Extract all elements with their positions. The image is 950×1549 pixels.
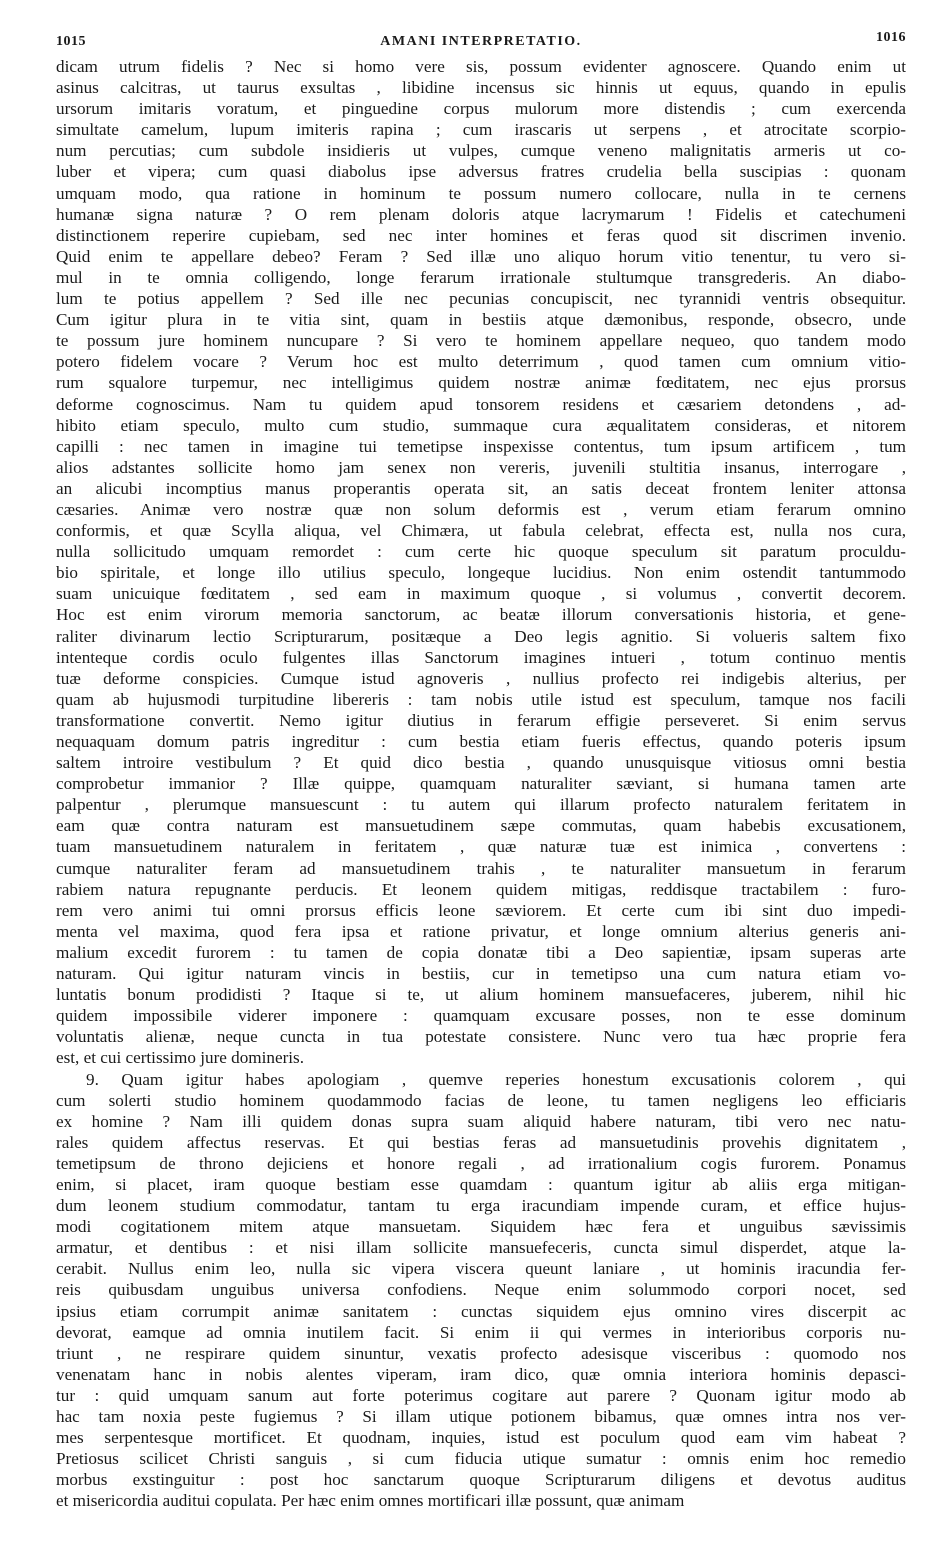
page-number-left: 1015: [56, 34, 86, 49]
text-line: lum te potius appellem ? Sed ille nec pecunias concupiscit, nec tyrannidi ventris obsequitur.: [56, 289, 906, 309]
text-line: est, et cui certissimo jure domineris.: [56, 1048, 305, 1068]
text-line: rem vero animi tui omni prorsus efficis leone sæviorem. Et certe cum ibi sint duo impedi-: [56, 900, 906, 920]
text-line: tuæ deforme conspicies. Cumque istud agnoveris , nullius profecto rei indigebis alterius, per: [56, 668, 906, 688]
text-line: mul in te omnia colligendo, longe ferarum irrationale stultumque transgrederis. An diabo-: [56, 267, 906, 287]
text-line: Cum igitur plura in te vitia sint, quam in bestiis atque dæmonibus, responde, obsecro, unde: [56, 310, 906, 330]
text-line: menta vel maxima, quod fera ipsa et ratione privatur, et longe omnium alterius generis ani-: [56, 921, 906, 941]
text-line: ursorum imitaris voratum, et pinguedine corpus mulorum more distendis ; cum exercenda: [56, 99, 906, 119]
text-line: conformis, et quæ Scylla aliqua, vel Chimæra, ut fabula celebrat, effecta est, nulla nos cura,: [56, 521, 906, 541]
text-line: hibito etiam speculo, multo cum studio, summaque cura æqualitatem consideras, et nitorem: [56, 415, 906, 435]
text-line: alios adstantes sollicite homo jam senex non vereris, juvenili stultitia insanus, interrogare ,: [56, 457, 906, 477]
text-line: tuam mansuetudinem naturalem in feritatem , quæ naturæ tuæ est inimica , convertens :: [56, 837, 906, 857]
text-line: simultate camelum, lupum imiteris rapina ; cum irascaris ut serpens , et atrocitate scorpio-: [56, 120, 906, 140]
text-line: humanæ signa naturæ ? O rem plenam doloris atque lacrymarum ! Fidelis et catechumeni: [56, 204, 906, 224]
running-title: AMANI INTERPRETATIO.: [380, 34, 582, 49]
text-line: saltem introire vestibulum ? Et quid dico bestia , quando unusquisque vitiosus omni bestia: [56, 753, 906, 773]
text-line: enim, si placet, iram quoque bestiam esse quamdam : quantum igitur ab aliis erga mitigan-: [56, 1174, 906, 1194]
text-line: nulla sollicitudo umquam remordet : cum certe hic quoque speculum sit paratum proculdu-: [56, 542, 906, 562]
text-line: rabiem natura repugnante perducis. Et leonem quidem mitigas, reddisque tractabilem : furo-: [56, 879, 906, 899]
text-line: dicam utrum fidelis ? Nec si homo vere sis, possum evidenter agnoscere. Quando enim ut: [56, 57, 906, 76]
text-line: capilli : nec tamen in imagine tui temetipse inspexisse contentus, tum ipsum artificem , tum: [56, 436, 906, 456]
text-line: voluntatis alienæ, neque cuncta in tua potestate consistere. Nunc vero tua hæc proprie fera: [56, 1027, 906, 1047]
text-line: Hoc est enim virorum memoria sanctorum, ac beatæ illorum conversationis historia, et gene-: [56, 605, 906, 625]
text-line: nequaquam domum patris ingreditur : cum bestia etiam fueris effectus, quando poteris ipsum: [56, 732, 906, 751]
text-line: armatur, et dentibus : et nisi illam sollicite mansuefeceris, cuncta simul disperdet, atque la-: [56, 1238, 906, 1258]
text-line: palpentur , plerumque mansuescunt : tu autem qui illarum profecto naturalem feritatem in: [56, 795, 906, 815]
body-text: [56, 56, 906, 1511]
text-line: umquam modo, qua ratione in hominum te possum numero collocare, nulla in te cernens: [56, 183, 906, 203]
text-line: cumque naturaliter feram ad mansuetudinem trahis , te naturaliter mansuetum in ferarum: [56, 858, 906, 878]
text-line: suam unicuique fœditatem , sed eam in maximum quoque , si volumus , convertit decorem.: [56, 584, 906, 604]
text-line: modi cogitationem mitem atque mansuetam. Siquidem hæc fera et unguibus sævissimis: [56, 1217, 906, 1237]
text-line: reis quibusdam unguibus universa confodiens. Neque enim solummodo corpori nocet, sed: [56, 1280, 906, 1300]
text-line: ipsius etiam corrumpit animæ sanitatem : cunctas siquidem ejus omnino vires discerpit ac: [56, 1301, 906, 1321]
text-line: cum solerti studio hominem quodammodo facias de leone, tu tamen negligens leo efficiaris: [56, 1090, 906, 1110]
text-line: intenteque cordis oculo fulgentes illas Sanctorum imagines intueri , totum continuo mentis: [56, 647, 906, 667]
text-line: luber et vipera; cum quasi diabolus ipse adversus fratres crudelia bella suscipias : quonam: [56, 162, 906, 182]
document-page: [56, 30, 906, 1530]
text-line: Pretiosus scilicet Christi sanguis , si cum fiducia utique sumatur : omnis enim hoc remedio: [56, 1449, 906, 1469]
text-line: venenatam hanc in nobis alentes viperam, iram dico, quæ omnia interiora hominis depasci-: [56, 1364, 906, 1384]
text-line: triunt , ne respirare quidem sinuntur, vexatis profecto adesisque visceribus : quomodo nos: [56, 1343, 906, 1363]
text-line: bio spiritale, et longe illo utilius speculo, longeque lucidius. Non enim ostendit tantummodo: [56, 563, 906, 583]
text-line: mes serpentesque mortificet. Et quodnam, inquies, istud est poculum quod eam vim habeat ?: [56, 1428, 906, 1448]
text-line: transformatione convertit. Nemo igitur diutius in ferarum effigie perseveret. Si enim servus: [56, 710, 906, 730]
page-number-right: 1016: [876, 30, 906, 45]
text-line: eam quæ contra naturam est mansuetudinem sæpe commutas, quam habebis excusationem,: [56, 816, 906, 836]
text-line: quidem impossibile viderer imponere : quamquam excusare posses, non te esse dominum: [56, 1006, 906, 1026]
text-line: te possum jure hominem nuncupare ? Si vero te hominem appellare nequeo, quo tandem modo: [56, 331, 906, 351]
text-line: comprobetur immanior ? Illæ quippe, quamquam naturaliter sæviant, si humana tamen arte: [56, 774, 906, 794]
text-line: num percutias; cum subdole insidieris ut vulpes, cumque veneno malignitatis armeris ut co-: [56, 141, 906, 161]
text-line: morbus exstinguitur : post hoc sanctarum quoque Scripturarum diligens et devotus auditus: [56, 1470, 906, 1490]
text-line: ex homine ? Nam illi quidem donas supra suam aliquid habere naturam, tibi vero nec natu-: [56, 1111, 906, 1131]
text-line: tur : quid umquam sanum aut forte poterimus cogitare aut parere ? Quonam igitur modo ab: [56, 1385, 906, 1405]
text-line: cerabit. Nullus enim leo, nulla sic vipera viscera queunt laniare , ut hominis iracundia fer-: [56, 1259, 906, 1279]
paragraph-2: [56, 1069, 906, 1512]
text-line: hac tam noxia peste fugiemus ? Si illam utique potionem bibamus, quæ omnes intra nos ver-: [56, 1407, 906, 1426]
text-line: potero fidelem vocare ? Verum hoc est multo deterrimum , quod tamen cum omnium vitio-: [56, 352, 906, 372]
paragraph-1: [56, 56, 906, 1069]
text-line: Quid enim te appellare debeo? Feram ? Sed illæ uno aliquo horum vitio tenentur, tu vero si-: [56, 246, 906, 266]
text-line: devorat, eamque ad omnia inutilem facit. Si enim ii qui vermes in interioribus corporis nu-: [56, 1322, 906, 1342]
text-line: an alicubi incomptius manus properantis operata sit, an satis deceat frontem leniter attonsa: [56, 478, 906, 498]
text-line: quam ab hujusmodi turpitudine libereris : tam nobis utile istud est speculum, tamque nos facili: [56, 689, 906, 709]
text-line: cæsaries. Animæ vero nostræ quæ non solum deformis est , verum etiam ferarum omnino: [56, 499, 906, 519]
text-line: asinus calcitras, ut taurus exsultas , libidine incensus sic hinnis ut equus, quando in epulis: [56, 78, 906, 98]
text-line: deforme cognoscimus. Nam tu quidem apud tonsorem residens et cæsariem detondens , ad-: [56, 394, 906, 414]
text-line: distinctionem reperire cupiebam, sed nec inter homines et feras quod sit discrimen invenio.: [56, 225, 906, 245]
text-line: luntatis bonum prodidisti ? Itaque si te, ut alium hominem mansuefaceres, juberem, nihil hic: [56, 985, 906, 1005]
text-line: malium excedit furorem : tu tamen de copia donatæ tibi a Deo sapientiæ, ipsam superas arte: [56, 942, 906, 962]
text-line: raliter divinarum lectio Scripturarum, positæque a Deo legis agnitio. Si volueris saltem fixo: [56, 626, 906, 646]
running-head: [56, 30, 906, 52]
text-line: et misericordia auditui copulata. Per hæc enim omnes mortificari illæ possunt, quæ animam: [56, 1491, 685, 1511]
text-line: temetipsum de throno dejiciens et honore regali , ad irrationalium cogis furorem. Ponamus: [56, 1153, 906, 1173]
text-line: rum squalore turpemur, nec intelligimus quidem nostræ animæ fœditatem, nec ejus prorsus: [56, 373, 906, 393]
text-line: naturam. Qui igitur naturam vincis in bestiis, cur in temetipso una cum natura etiam vo-: [56, 964, 906, 984]
text-line: rales quidem affectus reservas. Et qui bestias feras ad mansuetudinis provehis dignitatem ,: [56, 1132, 906, 1152]
text-line: dum leonem studium commodatur, tantam tu erga iracundiam impende curam, et effice hujus-: [56, 1196, 906, 1216]
text-line: 9. Quam igitur habes apologiam , quemve reperies honestum excusationis colorem , qui: [86, 1069, 906, 1089]
